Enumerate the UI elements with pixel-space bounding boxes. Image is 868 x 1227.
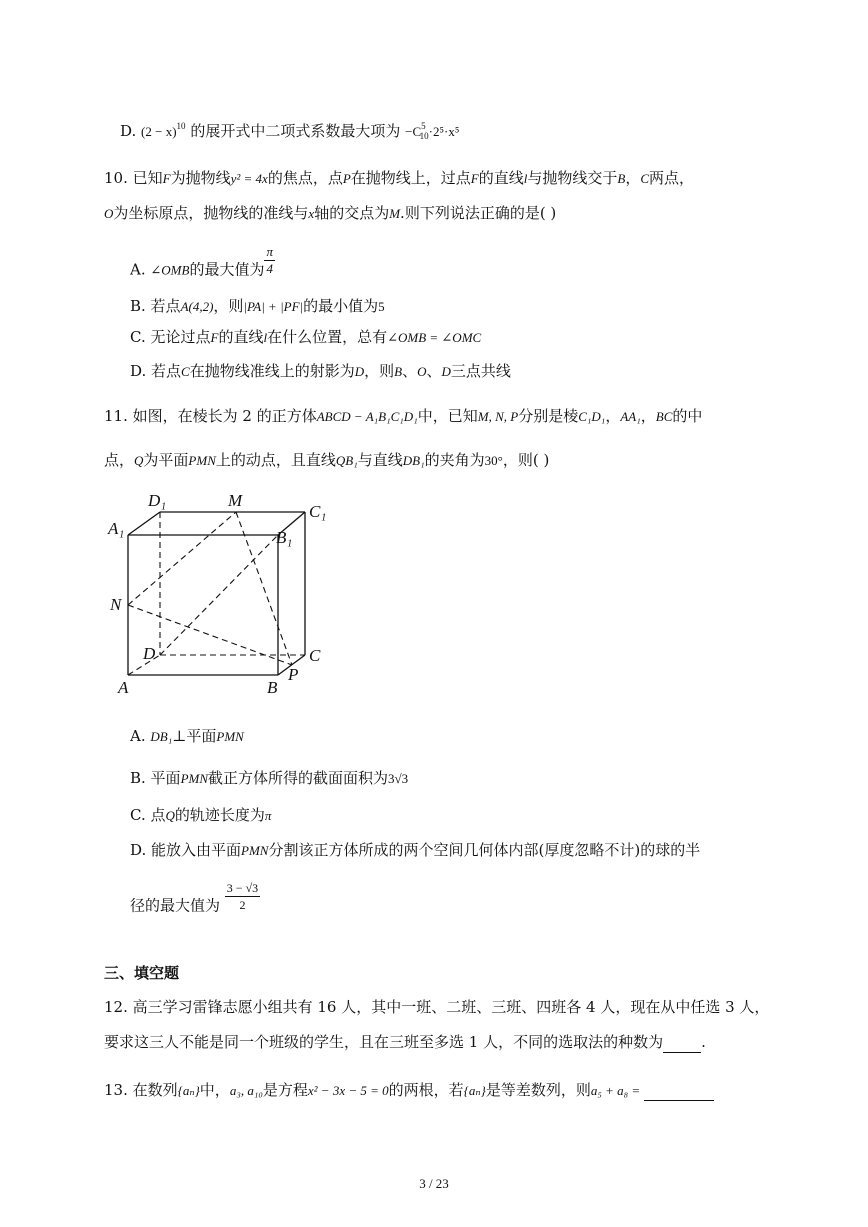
q12-line2: 要求这三人不能是同一个班级的学生，且在三班至多选 1 人，不同的选取法的种数为 . [104, 1033, 706, 1051]
q10-option-d: D. 若点C在抛物线准线上的射影为D，则B、O、D三点共线 [130, 362, 511, 380]
q11-option-b: B. 平面PMN截正方体所得的截面面积为3√3 [130, 769, 409, 787]
q11-option-a: A. DB₁⊥平面PMN [130, 727, 244, 745]
q11-option-d-line2: 径的最大值为 $\frac{3 - √3}{2}$ [130, 881, 259, 915]
q11-option-d: D. 能放入由平面PMN分割该正方体所成的两个空间几何体内部(厚度忽略不计)的球的半 [130, 841, 701, 859]
q11-d-fraction: $\frac{3 - √3}{2}$ [226, 881, 259, 912]
label-d1: D₁ [148, 491, 167, 510]
q11-option-c: C. 点Q的轨迹长度为π [130, 806, 272, 824]
line-db1 [160, 535, 278, 655]
label-c1: C₁ [309, 502, 327, 521]
q10-a-fraction: $\frac{\pi}{4}$ [266, 244, 273, 276]
q10-stem-line2: O为坐标原点，抛物线的准线与x轴的交点为M.则下列说法正确的是( ) [104, 204, 557, 222]
label-c: C [309, 646, 321, 665]
label-a1: A₁ [108, 519, 125, 538]
label-a: A [118, 678, 129, 697]
line-nm [128, 512, 236, 605]
q10-stem-line1: 10. 已知F为抛物线y² = 4x的焦点，点P在抛物线上，过点F的直线l与抛物线交于B，C两点， [104, 169, 695, 187]
q13-line: 13. 在数列{aₙ}中，a₃, a₁₀是方程x² − 3x − 5 = 0的两根，若{aₙ}是等差数列，则a₅ + a₈ = [104, 1080, 714, 1101]
q12-answer-blank[interactable] [663, 1032, 701, 1053]
label-n: N [110, 595, 122, 614]
q9-d-value: $-C^5_{10}\cdot 2^5\cdot x^5$ [405, 121, 460, 141]
q11-stem-line1: 11. 如图，在棱长为 2 的正方体ABCD − A₁B₁C₁D₁中，已知M, N, P分别是棱C₁D₁，AA₁，BC的中 [104, 407, 703, 425]
label-p: P [288, 665, 299, 684]
q10-option-a: A. ∠OMB的最大值为 $\frac{\pi}{4}$ [130, 244, 273, 279]
label-m: M [228, 491, 243, 510]
q13-answer-blank[interactable] [644, 1080, 714, 1101]
section-title: 三、填空题 [104, 964, 180, 982]
edge-a1d1 [128, 512, 160, 535]
q12-line1: 12. 高三学习雷锋志愿小组共有 16 人，其中一班、二班、三班、四班各 4 人，现在从中任选 3 人， [104, 998, 770, 1016]
label-b: B [267, 678, 278, 697]
q9-d-expr: $(2 - x)^{10}$ [141, 121, 186, 139]
q10-option-b: B. 若点A(4,2)，则|PA| + |PF|的最小值为5 [130, 297, 385, 315]
q11-stem-line2: 点，Q为平面PMN上的动点，且直线QB₁与直线DB₁的夹角为30°，则( ) [104, 451, 550, 469]
q10-option-c: C. 无论过点F的直线l在什么位置，总有∠OMB = ∠OMC [130, 328, 482, 346]
q9-option-d: D. $(2 - x)^{10}$ 的展开式中二项式系数最大项为 $-C^5_{10}\cdot 2^5\cdot x^5$ [120, 121, 460, 141]
label-b1: B₁ [276, 528, 293, 547]
label-d: D [143, 644, 156, 663]
page-number: 3 / 23 [419, 1176, 449, 1191]
